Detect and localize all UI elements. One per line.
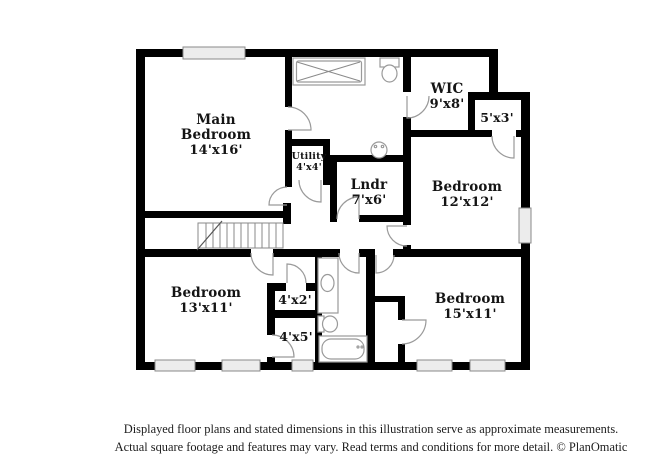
wall: [468, 92, 530, 100]
sink-basin: [371, 142, 387, 158]
room-dims-closet-5x3: 5'x3': [480, 110, 514, 125]
toilet-icon: [380, 58, 399, 82]
door-arc-utility: [299, 180, 321, 202]
sink-faucet-dot: [381, 145, 383, 147]
wall: [306, 283, 315, 291]
room-label-main-bedroom: Bedroom: [180, 127, 252, 143]
wall: [136, 249, 251, 257]
disclaimer: [115, 422, 628, 454]
wall: [267, 283, 275, 335]
wall: [273, 249, 340, 257]
disclaimer-line-2: Actual square footage and features may vary. Read terms and conditions for more detail. © PlanOmatic: [114, 440, 628, 454]
window: [155, 360, 195, 371]
room-label-utility: Utility: [291, 151, 327, 162]
wall: [359, 215, 410, 222]
wall: [267, 357, 275, 362]
door-arc-bedroom-12x12: [387, 226, 407, 246]
room-dims-laundry: 7'x6': [351, 193, 387, 208]
wall: [330, 155, 410, 162]
wall: [516, 130, 530, 137]
window: [470, 360, 505, 371]
stairs-symbol: [197, 221, 283, 250]
door-arc-bedroom-13x11: [251, 253, 273, 275]
room-dims-utility: 4'x4': [296, 162, 322, 173]
door-arc-bedroom-15x11: [376, 255, 394, 273]
wall: [393, 249, 530, 257]
room-dims-bedroom-12x12: 12'x12': [440, 195, 494, 210]
door-arc-closet-4x2: [287, 264, 306, 283]
room-label-bedroom-12x12: Bedroom: [431, 179, 503, 195]
tub-basin: [322, 339, 364, 359]
shower-icon: [293, 58, 365, 85]
wall: [285, 57, 292, 107]
wall: [323, 139, 330, 185]
wall: [489, 49, 498, 98]
toilet-bowl: [323, 316, 338, 332]
window: [183, 47, 245, 59]
wall: [275, 310, 315, 318]
wall: [403, 57, 411, 92]
room-label-wic: WIC: [430, 81, 464, 97]
door-arc-main-bedroom: [269, 187, 287, 205]
door-arc-wic: [407, 96, 429, 118]
window: [519, 208, 531, 243]
door-arc-bedroom-15-closet: [402, 320, 426, 344]
door-arc-closet-5x3: [492, 136, 514, 158]
wall: [403, 130, 492, 137]
sink-icon: [371, 142, 387, 158]
wall: [398, 344, 405, 362]
wall: [136, 49, 145, 370]
wall: [468, 92, 475, 137]
room-label-bedroom-13x11: Bedroom: [170, 285, 242, 301]
sink-basin: [321, 275, 334, 292]
window: [292, 360, 313, 371]
window: [417, 360, 452, 371]
room-label-main-bedroom: Main: [196, 112, 236, 128]
disclaimer-line-1: Displayed floor plans and stated dimensions in this illustration serve as approximate measurements.: [123, 422, 619, 436]
wall: [398, 296, 405, 320]
room-label-laundry: Lndr: [350, 177, 388, 193]
bathtub-icon: [319, 336, 367, 362]
toilet-icon: [318, 316, 338, 332]
tub-faucet-dot: [361, 346, 363, 348]
room-dims-main-bedroom: 14'x16': [189, 143, 243, 158]
toilet-bowl: [382, 65, 397, 82]
room-dims-closet-4x2: 4'x2': [278, 292, 312, 307]
room-label-bedroom-15x11: Bedroom: [434, 291, 506, 307]
tub-faucet-dot: [357, 346, 359, 348]
vanity-sink-icon: [318, 258, 338, 313]
door-arc-main-bath: [288, 107, 311, 130]
wall: [145, 211, 290, 218]
room-dims-bedroom-13x11: 13'x11': [179, 301, 233, 316]
door-arc-hall-bath: [339, 253, 359, 273]
room-dims-bedroom-15x11: 15'x11': [443, 307, 497, 322]
room-dims-closet-4x5: 4'x5': [279, 329, 313, 344]
wall: [330, 155, 337, 222]
window: [222, 360, 260, 371]
sink-faucet-dot: [374, 145, 376, 147]
room-dims-wic: 9'x8': [429, 97, 465, 112]
